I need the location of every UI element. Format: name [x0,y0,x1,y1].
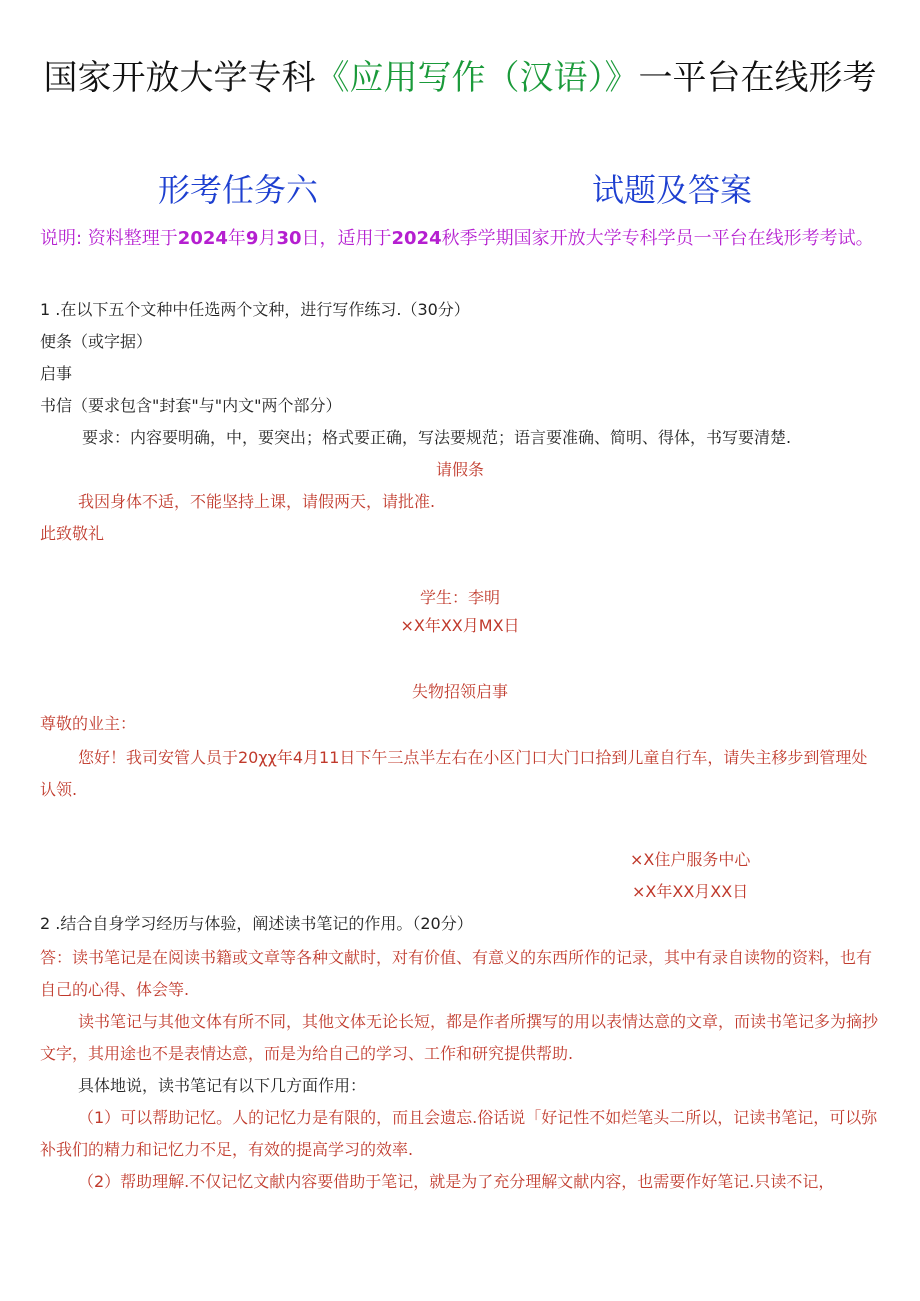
leave-note-date: ×X年XX月MX日 [400,616,520,635]
lost-found-date: ×X年XX月XX日 [632,882,749,901]
lost-found-body: 您好！我司安管人员于20χχ年4月11日下午三点半左右在小区门口大门口拾到儿童自行车，请失主移步到管理处认领. [40,748,868,799]
question-2-heading: 2 .结合自身学习经历与体验，阐述读书笔记的作用。（20分） [40,914,473,933]
leave-note-title: 请假条 [435,460,484,479]
note-year: 2024 [177,228,228,249]
lost-found-signer: ×X住户服务中心 [630,850,751,869]
lost-found-title: 失物招领启事 [411,682,508,701]
option-note: 便条（或字据） [40,332,153,351]
subtitle-answers: 试题及答案 [592,171,753,209]
answer-paragraph-2: 读书笔记与其他文体有所不同，其他文体无论长短，都是作者所撰写的用以表情达意的文章，而读书笔记多为摘抄文字，其用途也不是表情达意，而是为给自己的学习、工作和研究提供帮助. [40,1012,879,1063]
title-part-course: 《应用写作（汉语）》 [315,58,639,98]
document-title [40,50,880,106]
lost-found-greeting: 尊敬的业主： [40,714,137,733]
question-1-heading: 1 .在以下五个文种中任选两个文种，进行写作练习.（30分） [40,300,470,319]
leave-note-closing: 此致敬礼 [40,524,105,543]
answer-paragraph-4: （1）可以帮助记忆。人的记忆力是有限的，而且会遗忘.俗话说「好记性不如烂笔头二所以，记读书笔记，可以弥补我们的精力和记忆力不足，有效的提高学习的效率. [40,1108,878,1159]
option-letter: 书信（要求包含"封套"与"内文"两个部分） [40,396,342,415]
note-prefix: 说明: 资料整理于 [40,228,178,249]
answer-paragraph-5: （2）帮助理解.不仅记忆文献内容要借助于笔记，就是为了充分理解文献内容，也需要作好笔记.只读不记， [78,1172,835,1191]
leave-note-signer: 学生：李明 [419,588,500,607]
note-day-char: 日，适用于 [301,228,392,249]
title-part-school: 国家开放大学专科 [43,58,316,98]
question-1-requirement: 要求：内容要明确，中，要突出；格式要正确，写法要规范；语言要准确、简明、得体，书写要清楚. [82,428,792,447]
leave-note-body: 我因身体不适，不能坚持上课，请假两天，请批准. [78,492,436,511]
note-year-char: 年 [227,228,246,249]
subtitle-task: 形考任务六 [158,171,319,209]
note-suffix: 秋季学期国家开放大学专科学员一平台在线形考考试。 [441,228,874,249]
note-day: 30 [276,228,302,249]
answer-paragraph-3: 具体地说，读书笔记有以下几方面作用： [78,1076,367,1095]
answer-paragraph-1: 答：读书笔记是在阅读书籍或文章等各种文献时，对有价值、有意义的东西所作的记录，其中有录自读物的资料，也有自己的心得、体会等. [40,948,873,999]
explanation-note [40,222,882,256]
title-part-platform: 一平台在线形考 [638,58,877,98]
note-month: 9 [245,228,259,249]
note-month-char: 月 [258,228,277,249]
note-term-year: 2024 [391,228,442,249]
option-notice: 启事 [40,364,73,383]
